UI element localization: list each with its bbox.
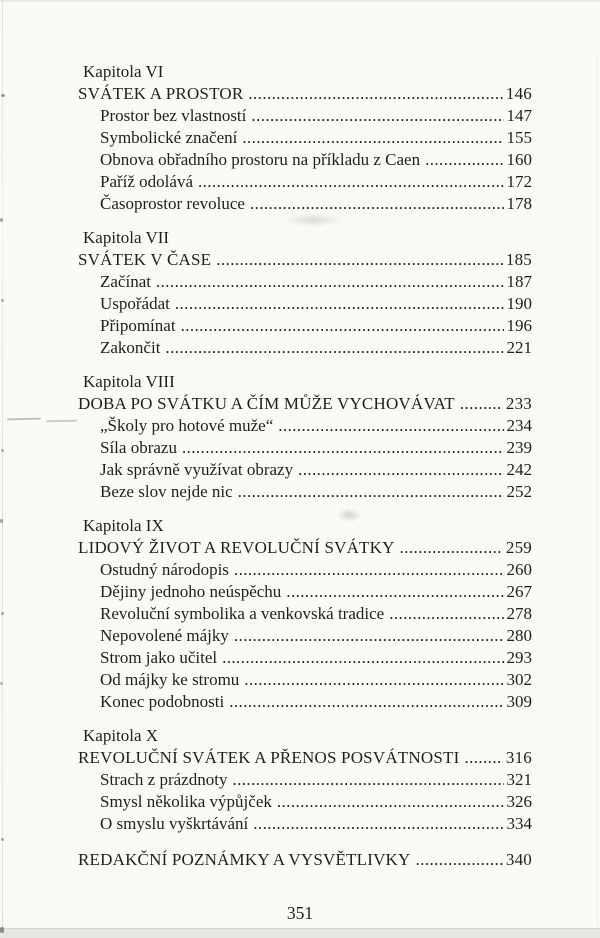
dot-leader [425, 149, 503, 171]
scan-speck [0, 927, 4, 933]
scan-smudge-dash [7, 418, 41, 421]
toc-entry-page: 326 [506, 792, 532, 811]
toc-entry-page: 259 [505, 538, 532, 557]
toc-entry-standalone [78, 849, 532, 871]
toc-entry [100, 415, 532, 437]
toc-entry [100, 647, 532, 669]
toc-entry [100, 691, 532, 713]
toc-entry-page: 340 [505, 850, 532, 869]
toc-entry-label: REDAKČNÍ POZNÁMKY A VYSVĚTLIVKY [78, 850, 411, 869]
dot-leader [389, 603, 503, 625]
toc-entry-label: REVOLUČNÍ SVÁTEK A PŘENOS POSVÁTNOSTI [78, 748, 460, 767]
toc-entry-page: 321 [506, 770, 532, 789]
scan-speck [0, 519, 3, 523]
table-of-contents [78, 61, 532, 871]
dot-leader [234, 559, 504, 581]
dot-leader [222, 647, 503, 669]
toc-entry-label: Revoluční symbolika a venkovská tradice [100, 604, 385, 623]
dot-leader [248, 83, 503, 105]
scan-edge-left [2, 0, 3, 929]
toc-entry [100, 559, 532, 581]
toc-entry-label: Ostudný národopis [100, 560, 229, 579]
toc-entry-page: 185 [505, 250, 532, 269]
toc-entry [100, 581, 532, 603]
toc-entry [100, 337, 532, 359]
folio-page-number: 351 [286, 903, 314, 923]
dot-leader [416, 849, 503, 871]
toc-entry [100, 193, 532, 215]
dot-leader [298, 459, 503, 481]
toc-entry-page: 160 [506, 150, 532, 169]
dot-leader [286, 581, 503, 603]
toc-entry-label: Strach z prázdnoty [100, 770, 228, 789]
toc-entry-page: 278 [506, 604, 532, 623]
toc-entry [100, 105, 532, 127]
toc-entry-label: Jak správně využívat obrazy [100, 460, 294, 479]
toc-entry-page: 155 [506, 128, 532, 147]
toc-entry-label: Síla obrazu [100, 438, 177, 457]
dot-leader [244, 669, 503, 691]
dot-leader [175, 293, 504, 315]
toc-section-x [78, 725, 532, 835]
toc-entry-label: Symbolické značení [100, 128, 238, 147]
dot-leader [229, 691, 503, 713]
dot-leader [400, 537, 503, 559]
toc-entry-page: 187 [506, 272, 532, 291]
dot-leader [216, 249, 503, 271]
scan-edge-right [597, 55, 598, 926]
dot-leader [165, 337, 503, 359]
scan-edge-bottom [0, 928, 600, 938]
toc-entry [78, 747, 532, 769]
toc-entry [100, 791, 532, 813]
toc-entry [100, 481, 532, 503]
toc-entry [100, 293, 532, 315]
toc-entry [100, 813, 532, 835]
toc-entry-label: Nepovolené májky [100, 626, 229, 645]
toc-entry-label: Smysl několika výpůjček [100, 792, 272, 811]
toc-entry-label: Od májky ke stromu [100, 670, 240, 689]
dot-leader [460, 393, 503, 415]
toc-entry [100, 171, 532, 193]
toc-entry [78, 249, 532, 271]
toc-entry-label: O smyslu vyškrtávání [100, 814, 249, 833]
toc-entry-page: 196 [506, 316, 532, 335]
toc-entry-page: 334 [506, 814, 532, 833]
toc-entry-page: 267 [506, 582, 532, 601]
chapter-label: Kapitola VI [83, 62, 164, 81]
toc-entry-label: DOBA PO SVÁTKU A ČÍM MŮŽE VYCHOVÁVAT [78, 394, 455, 413]
toc-entry [100, 271, 532, 293]
dot-leader [464, 747, 502, 769]
dot-leader [156, 271, 504, 293]
toc-entry-page: 146 [505, 84, 532, 103]
toc-entry-page: 280 [506, 626, 532, 645]
dot-leader [232, 769, 503, 791]
toc-entry-label: Prostor bez vlastností [100, 106, 247, 125]
toc-entry-label: SVÁTEK V ČASE [78, 250, 212, 269]
scan-speck [1, 838, 4, 841]
toc-entry [100, 459, 532, 481]
toc-entry-page: 242 [506, 460, 532, 479]
toc-entry-label: Uspořádat [100, 294, 170, 313]
toc-entry [78, 83, 532, 105]
toc-entry-label: SVÁTEK A PROSTOR [78, 84, 244, 103]
dot-leader [277, 791, 504, 813]
toc-entry-page: 252 [506, 482, 532, 501]
toc-entry-label: Časoprostor revoluce [100, 194, 245, 213]
toc-entry-label: Připomínat [100, 316, 176, 335]
toc-entry [78, 537, 532, 559]
chapter-label: Kapitola VII [83, 228, 170, 247]
toc-entry-page: 316 [505, 748, 532, 767]
chapter-label: Kapitola X [83, 726, 159, 745]
toc-entry-label: Strom jako učitel [100, 648, 218, 667]
toc-entry [100, 603, 532, 625]
toc-entry-page: 293 [506, 648, 532, 667]
toc-entry [100, 315, 532, 337]
dot-leader [250, 193, 504, 215]
scan-speck [0, 682, 3, 685]
scan-speck [1, 94, 5, 97]
toc-entry-label: Obnova obřadního prostoru na příkladu z Caen [100, 150, 421, 169]
toc-entry [100, 149, 532, 171]
toc-section-ix [78, 515, 532, 713]
toc-entry-label: Konec podobnosti [100, 692, 225, 711]
chapter-label: Kapitola IX [83, 516, 164, 535]
toc-entry [100, 127, 532, 149]
toc-entry-label: Začínat [100, 272, 151, 291]
toc-entry-label: Beze slov nejde nic [100, 482, 233, 501]
dot-leader [234, 625, 504, 647]
toc-entry [100, 625, 532, 647]
scan-speck [0, 218, 3, 222]
toc-entry-label: Zakončit [100, 338, 161, 357]
toc-entry-label: „Školy pro hotové muže“ [100, 416, 274, 435]
dot-leader [253, 813, 503, 835]
chapter-label: Kapitola VIII [83, 372, 175, 391]
toc-entry-label: LIDOVÝ ŽIVOT A REVOLUČNÍ SVÁTKY [78, 538, 395, 557]
toc-section-vi [78, 61, 532, 215]
toc-entry [100, 669, 532, 691]
toc-entry-page: 239 [506, 438, 532, 457]
toc-entry-page: 190 [506, 294, 532, 313]
toc-section-viii [78, 371, 532, 503]
toc-entry-page: 234 [506, 416, 532, 435]
toc-entry [100, 437, 532, 459]
dot-leader [242, 127, 503, 149]
toc-entry-page: 172 [506, 172, 532, 191]
toc-entry-page: 178 [506, 194, 532, 213]
scan-smudge-dash [46, 420, 77, 423]
toc-entry [78, 393, 532, 415]
dot-leader [238, 481, 504, 503]
scan-speck [1, 612, 4, 615]
scan-speck [1, 299, 4, 302]
scan-speck [1, 449, 4, 452]
toc-entry [100, 769, 532, 791]
toc-section-vii [78, 227, 532, 359]
toc-entry-page: 233 [505, 394, 532, 413]
toc-entry-page: 260 [506, 560, 532, 579]
dot-leader [182, 437, 504, 459]
toc-entry-label: Paříž odolává [100, 172, 193, 191]
toc-entry-page: 221 [506, 338, 532, 357]
dot-leader [278, 415, 503, 437]
toc-entry-page: 309 [506, 692, 532, 711]
dot-leader [251, 105, 503, 127]
scan-edge-top [0, 0, 600, 2]
toc-entry-page: 302 [506, 670, 532, 689]
dot-leader [198, 171, 504, 193]
toc-entry-page: 147 [506, 106, 532, 125]
dot-leader [181, 315, 504, 337]
toc-entry-label: Dějiny jednoho neúspěchu [100, 582, 282, 601]
